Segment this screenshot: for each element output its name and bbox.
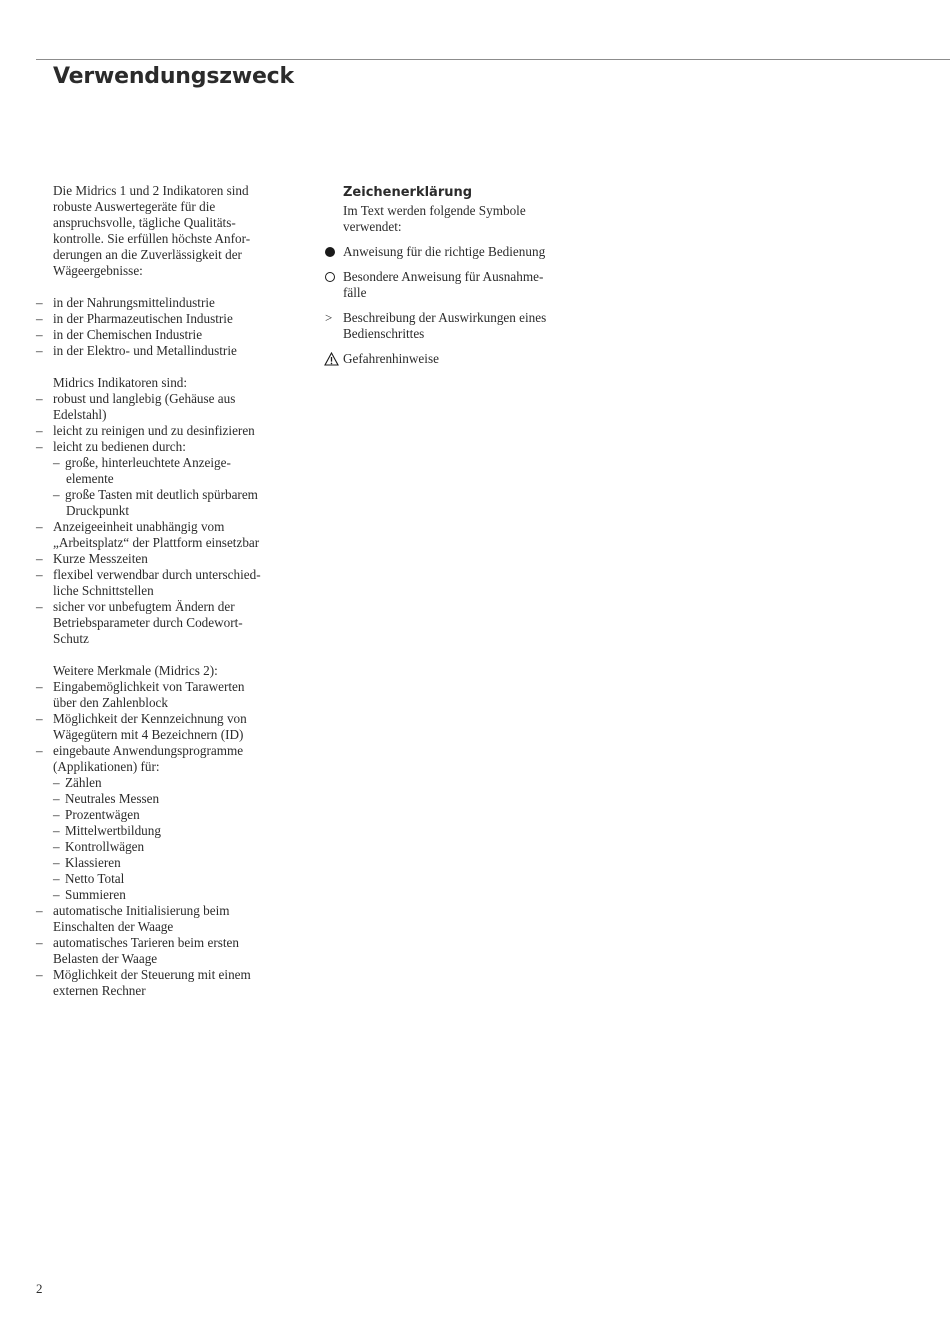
- list-item: – flexibel verwendbar durch unterschied- liche Schnittstellen: [53, 567, 298, 599]
- legend-item-instruction: Anweisung für die richtige Bedienung: [343, 244, 593, 260]
- list-item: – robust und langlebig (Gehäuse aus Edelstahl): [53, 391, 298, 423]
- sub-list-item: – Kontrollwägen: [53, 839, 298, 855]
- greater-than-icon: >: [325, 310, 333, 325]
- legend-column: [325, 184, 593, 367]
- legend-item-special-instruction: Besondere Anweisung für Ausnahme- fälle: [343, 269, 593, 301]
- list-item: – Möglichkeit der Steuerung mit einem externen Rechner: [53, 967, 298, 999]
- list-item: – leicht zu bedienen durch:: [53, 439, 298, 455]
- list-item: – automatische Initialisierung beim Einschalten der Waage: [53, 903, 298, 935]
- list-item: – Kurze Messzeiten: [53, 551, 298, 567]
- list-item: – in der Elektro- und Metallindustrie: [53, 343, 298, 359]
- sub-list-item: – Neutrales Messen: [53, 791, 298, 807]
- sub-list-item: – Klassieren: [53, 855, 298, 871]
- filled-circle-icon: [324, 244, 338, 260]
- header-rule: [36, 59, 950, 60]
- sub-list-item: – Netto Total: [53, 871, 298, 887]
- sub-list-item: – Prozentwägen: [53, 807, 298, 823]
- list-item: – in der Nahrungsmittelindustrie: [53, 295, 298, 311]
- feature-list: [53, 391, 298, 647]
- sub-list-item: – große Tasten mit deutlich spürbarem Druckpunkt: [53, 487, 298, 519]
- list-item: – Möglichkeit der Kennzeichnung von Wägegütern mit 4 Bezeichnern (ID): [53, 711, 298, 743]
- features-intro: Midrics Indikatoren sind:: [53, 375, 188, 390]
- warning-triangle-icon: [324, 351, 338, 367]
- page-title: Verwendungszweck: [53, 64, 294, 89]
- more-features-intro: Weitere Merkmale (Midrics 2):: [53, 663, 218, 678]
- legend-heading: Zeichenerklärung: [343, 185, 473, 200]
- list-item: – eingebaute Anwendungsprogramme (Applikationen) für:: [53, 743, 298, 775]
- sub-list-item: – große, hinterleuchtete Anzeige- elemente: [53, 455, 298, 487]
- purpose-column: [53, 183, 298, 999]
- intro-paragraph: Die Midrics 1 und 2 Indikatoren sind robuste Auswertegeräte für die anspruchsvolle, tägliche Qualitäts- kontrolle. Sie erfüllen höchste Anfor- derungen an die Zuverlässigkeit der Wägeergebnisse:: [53, 183, 251, 278]
- legend-item-hazard: Gefahrenhinweise: [343, 351, 593, 367]
- list-item: – Eingabemöglichkeit von Tarawerten über den Zahlenblock: [53, 679, 298, 711]
- more-feature-list: [53, 679, 298, 999]
- list-item: – in der Pharmazeutischen Industrie: [53, 311, 298, 327]
- list-item: – automatisches Tarieren beim ersten Belasten der Waage: [53, 935, 298, 967]
- list-item: – sicher vor unbefugtem Ändern der Betriebsparameter durch Codewort- Schutz: [53, 599, 298, 647]
- list-item: – in der Chemischen Industrie: [53, 327, 298, 343]
- legend-intro: Im Text werden folgende Symbole verwendet:: [343, 203, 526, 234]
- industry-list: [53, 295, 298, 359]
- legend-item-effects: > Beschreibung der Auswirkungen eines Bedienschrittes: [325, 310, 547, 341]
- open-circle-icon: [324, 269, 338, 285]
- sub-list-item: – Zählen: [53, 775, 298, 791]
- sub-list-item: – Summieren: [53, 887, 298, 903]
- list-item: – Anzeigeeinheit unabhängig vom „Arbeitsplatz“ der Plattform einsetzbar: [53, 519, 298, 551]
- list-item: – leicht zu reinigen und zu desinfizieren: [53, 423, 298, 439]
- page-number: 2: [36, 1281, 43, 1296]
- sub-list-item: – Mittelwertbildung: [53, 823, 298, 839]
